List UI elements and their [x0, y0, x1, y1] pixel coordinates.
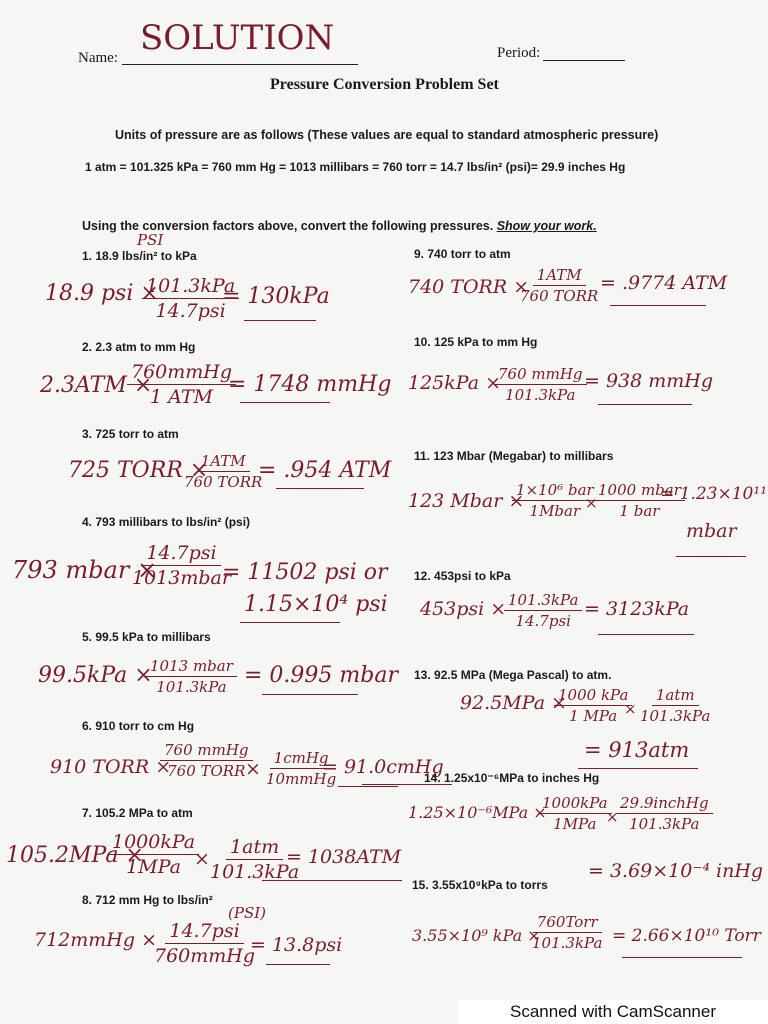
problem-11-denominator-2: 1 bar — [619, 502, 660, 520]
problem-11-times: × — [585, 494, 598, 512]
problem-9-answer: = .9774 ATM — [600, 272, 728, 294]
instructions-emphasis: Show your work. — [496, 219, 597, 233]
problem-15-denominator: 101.3kPa — [532, 934, 603, 952]
problem-11-start: 123 Mbar × — [408, 490, 525, 512]
problem-14-denominator-2: 101.3kPa — [629, 815, 700, 833]
problem-9-prompt: 9. 740 torr to atm — [414, 247, 511, 261]
units-line: Units of pressure are as follows (These values are equal to standard atmospheric pressure) — [115, 128, 659, 142]
problem-6-start: 910 TORR × — [50, 756, 172, 778]
problem-6-denominator-2: 10mmHg — [266, 770, 337, 788]
problem-8-numerator: 14.7psi — [165, 920, 243, 944]
problem-1-answer-underline — [244, 320, 316, 321]
name-underline — [122, 64, 358, 65]
problem-1-numerator: 101.3kPa — [142, 275, 239, 299]
problem-7-answer: = 1038ATM — [286, 846, 402, 868]
problem-3-answer-underline — [276, 488, 364, 489]
problem-1-answer: = 130kPa — [222, 284, 330, 309]
problem-7-answer-underline — [262, 880, 402, 881]
problem-1-note: PSI — [137, 231, 164, 249]
problem-12-factor — [504, 591, 582, 630]
problem-9-denominator: 760 TORR — [520, 287, 599, 305]
problem-8-note: (PSI) — [228, 904, 266, 922]
problem-10-denominator: 101.3kPa — [505, 386, 576, 404]
problem-7-prompt: 7. 105.2 MPa to atm — [82, 806, 193, 820]
problem-14-denominator-1: 1MPa — [553, 815, 597, 833]
problem-4-answer: = 11502 psi or — [222, 560, 388, 585]
problem-13-answer: = 913atm — [584, 738, 690, 762]
period-underline — [543, 60, 625, 61]
problem-9-start: 740 TORR × — [408, 276, 530, 298]
problem-8-denominator: 760mmHg — [154, 945, 256, 967]
problem-10-prompt: 10. 125 kPa to mm Hg — [414, 335, 538, 349]
problem-3-start: 725 TORR × — [68, 458, 209, 483]
problem-11-prompt: 11. 123 Mbar (Megabar) to millibars — [414, 449, 614, 463]
problem-9-numerator: 1ATM — [533, 266, 586, 286]
problem-15-numerator: 760Torr — [533, 913, 602, 933]
problem-12-prompt: 12. 453psi to kPa — [414, 569, 511, 583]
problem-12-numerator: 101.3kPa — [504, 591, 582, 611]
problem-13-factor-2 — [636, 686, 714, 725]
problem-8-factor — [150, 920, 259, 967]
problem-13-times: × — [624, 700, 637, 718]
problem-14-start: 1.25×10⁻⁶MPa × — [408, 803, 547, 822]
page-title: Pressure Conversion Problem Set — [270, 76, 499, 93]
equivalence-line: 1 atm = 101.325 kPa = 760 mm Hg = 1013 millibars = 760 torr = 14.7 lbs/in² (psi)= 29.9 inches Hg — [85, 160, 626, 174]
problem-3-numerator: 1ATM — [197, 452, 250, 472]
problem-10-start: 125kPa × — [408, 372, 501, 394]
problem-14-numerator-2: 29.9inchHg — [616, 794, 713, 814]
problem-4-denominator: 1013mbar — [132, 567, 231, 589]
problem-13-answer-underline — [578, 768, 698, 769]
problem-13-numerator-2: 1atm — [652, 686, 699, 706]
problem-13-denominator-2: 101.3kPa — [640, 707, 711, 725]
problem-11-numerator-1: 1×10⁶ bar — [512, 481, 598, 501]
problem-5-numerator: 1013 mbar — [146, 657, 237, 677]
problem-12-answer-underline — [598, 634, 694, 635]
problem-7-factor-1 — [108, 831, 199, 878]
scanner-watermark: Scanned with CamScanner — [458, 1000, 768, 1024]
problem-6-factor-1 — [160, 741, 253, 780]
problem-2-prompt: 2. 2.3 atm to mm Hg — [82, 340, 196, 354]
problem-7-denominator-2: 101.3kPa — [210, 861, 300, 883]
problem-1-start: 18.9 psi × — [45, 281, 159, 306]
problem-11-numerator-2: 1000 mbar — [594, 481, 685, 501]
problem-15-answer-underline — [622, 957, 742, 958]
problem-2-denominator: 1 ATM — [150, 386, 213, 408]
problem-3-answer: = .954 ATM — [258, 458, 392, 483]
problem-14-numerator-1: 1000kPa — [538, 794, 612, 814]
problem-3-prompt: 3. 725 torr to atm — [82, 427, 179, 441]
problem-5-prompt: 5. 99.5 kPa to millibars — [82, 630, 211, 644]
problem-7-numerator-2: 1atm — [226, 836, 283, 860]
problem-5-start: 99.5kPa × — [38, 663, 153, 688]
problem-14-answer: = 3.69×10⁻⁴ inHg — [588, 860, 764, 882]
problem-6-answer-underline — [338, 786, 398, 787]
problem-5-answer-underline — [262, 694, 358, 695]
problem-10-answer: = 938 mmHg — [584, 370, 714, 392]
problem-12-start: 453psi × — [420, 598, 507, 620]
problem-5-denominator: 101.3kPa — [156, 678, 227, 696]
instructions-text: Using the conversion factors above, convert the following pressures. — [82, 219, 497, 233]
problem-6-numerator-2: 1cmHg — [270, 749, 333, 769]
problem-9-answer-underline — [610, 305, 706, 306]
problem-5-factor — [146, 657, 237, 696]
problem-13-denominator-1: 1 MPa — [569, 707, 618, 725]
problem-7-times: × — [194, 848, 210, 870]
name-label: Name: — [78, 50, 118, 66]
problem-8-start: 712mmHg × — [34, 929, 157, 951]
problem-8-answer-underline — [266, 964, 330, 965]
problem-2-numerator: 760mmHg — [127, 361, 236, 385]
problem-10-answer-underline — [598, 404, 692, 405]
problem-3-denominator: 760 TORR — [184, 473, 263, 491]
problem-3-factor — [180, 452, 266, 491]
problem-13-numerator-1: 1000 kPa — [554, 686, 632, 706]
problem-4-start: 793 mbar × — [12, 556, 158, 584]
problem-7-start: 105.2MPa × — [6, 843, 144, 868]
problem-14-factor-2 — [616, 794, 713, 833]
problem-11-answer: = 1.23×10¹¹ — [660, 484, 768, 504]
problem-13-start: 92.5MPa × — [460, 692, 567, 714]
problem-4-numerator: 14.7psi — [142, 542, 220, 566]
problem-15-answer: = 2.66×10¹⁰ Torr — [612, 926, 761, 946]
problem-9-factor — [516, 266, 602, 305]
period-label: Period: — [497, 45, 541, 61]
problem-12-denominator: 14.7psi — [515, 612, 571, 630]
problem-14-factor-1 — [538, 794, 612, 833]
problem-15-prompt: 15. 3.55x10⁹kPa to torrs — [412, 878, 548, 892]
problem-2-answer-underline — [240, 402, 330, 403]
problem-11-denominator-1: 1Mbar — [529, 502, 581, 520]
problem-4-answer-alt: 1.15×10⁴ psi — [244, 592, 388, 617]
problem-11-answer-unit: mbar — [686, 520, 737, 542]
problem-8-prompt: 8. 712 mm Hg to lbs/in² — [82, 893, 213, 907]
problem-10-factor — [494, 365, 587, 404]
problem-15-start: 3.55×10⁹ kPa × — [412, 926, 541, 945]
name-value: SOLUTION — [140, 18, 335, 58]
problem-6-prompt: 6. 910 torr to cm Hg — [82, 719, 195, 733]
problem-13-prompt: 13. 92.5 MPa (Mega Pascal) to atm. — [414, 668, 612, 682]
problem-6-times: × — [245, 758, 261, 780]
problem-1-denominator: 14.7psi — [155, 300, 226, 322]
problem-4-answer-underline — [240, 622, 340, 623]
problem-8-answer: = 13.8psi — [250, 934, 343, 956]
problem-1-prompt: 1. 18.9 lbs/in² to kPa — [82, 249, 197, 263]
problem-11-answer-underline — [676, 556, 746, 557]
problem-2-factor — [127, 361, 236, 408]
problem-13-factor-1 — [554, 686, 632, 725]
problem-6-numerator-1: 760 mmHg — [160, 741, 253, 761]
problem-2-answer: = 1748 mmHg — [228, 372, 392, 397]
problem-15-factor — [528, 913, 606, 952]
problem-14-prompt: 14. 1.25x10⁻⁶MPa to inches Hg — [424, 771, 600, 785]
problem-6-denominator-1: 760 TORR — [167, 762, 246, 780]
problem-7-numerator-1: 1000kPa — [108, 831, 199, 855]
problem-10-numerator: 760 mmHg — [494, 365, 587, 385]
problem-7-denominator-1: 1MPa — [126, 856, 181, 878]
problem-4-factor — [128, 542, 235, 589]
problem-2-start: 2.3ATM × — [40, 373, 153, 398]
problem-14-times: × — [606, 808, 619, 826]
problem-6-answer: = 91.0cmHg — [322, 756, 444, 778]
problem-5-answer: = 0.995 mbar — [244, 663, 398, 688]
problem-4-prompt: 4. 793 millibars to lbs/in² (psi) — [82, 515, 251, 529]
problem-12-answer: = 3123kPa — [584, 598, 690, 620]
